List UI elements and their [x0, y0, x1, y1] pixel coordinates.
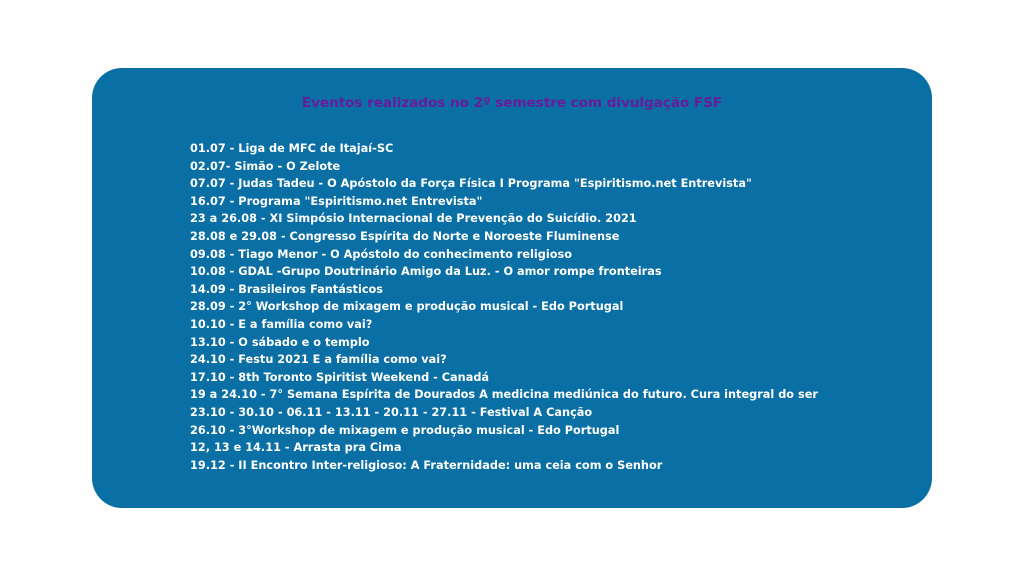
event-item: 23 a 26.08 - XI Simpósio Internacional de Prevenção do Suicídio. 2021: [190, 212, 637, 226]
event-item: 26.10 - 3°Workshop de mixagem e produção musical - Edo Portugal: [190, 423, 620, 437]
event-item: 14.09 - Brasileiros Fantásticos: [190, 282, 384, 296]
event-item: 02.07- Simão - O Zelote: [190, 159, 341, 173]
event-item: 13.10 - O sábado e o templo: [190, 335, 370, 349]
event-item: 10.10 - E a família como vai?: [190, 317, 373, 331]
event-item: 24.10 - Festu 2021 E a família como vai?: [190, 353, 447, 367]
event-item: 12, 13 e 14.11 - Arrasta pra Cima: [190, 441, 402, 455]
event-item: 19 a 24.10 - 7° Semana Espírita de Dourados A medicina mediúnica do futuro. Cura integral do ser: [190, 388, 818, 402]
event-item: 23.10 - 30.10 - 06.11 - 13.11 - 20.11 - 27.11 - Festival A Canção: [190, 405, 593, 419]
event-item: 10.08 - GDAL -Grupo Doutrinário Amigo da Luz. - O amor rompe fronteiras: [190, 265, 662, 279]
event-item: 28.08 e 29.08 - Congresso Espírita do Norte e Noroeste Fluminense: [190, 229, 620, 243]
events-panel: [92, 68, 932, 508]
event-item: 07.07 - Judas Tadeu - O Apóstolo da Força Física I Programa "Espiritismo.net Entrevista": [190, 177, 752, 191]
event-item: 28.09 - 2° Workshop de mixagem e produção musical - Edo Portugal: [190, 300, 624, 314]
event-item: 09.08 - Tiago Menor - O Apóstolo do conhecimento religioso: [190, 247, 572, 261]
event-item: 19.12 - II Encontro Inter-religioso: A Fraternidade: uma ceia com o Senhor: [190, 458, 663, 472]
panel-title: Eventos realizados no 2º semestre com divulgação FSF: [301, 95, 723, 111]
event-item: 17.10 - 8th Toronto Spiritist Weekend - Canadá: [190, 370, 490, 384]
event-item: 01.07 - Liga de MFC de Itajaí-SC: [190, 142, 394, 155]
event-item: 16.07 - Programa "Espiritismo.net Entrevista": [190, 194, 483, 208]
events-list: [190, 140, 818, 474]
